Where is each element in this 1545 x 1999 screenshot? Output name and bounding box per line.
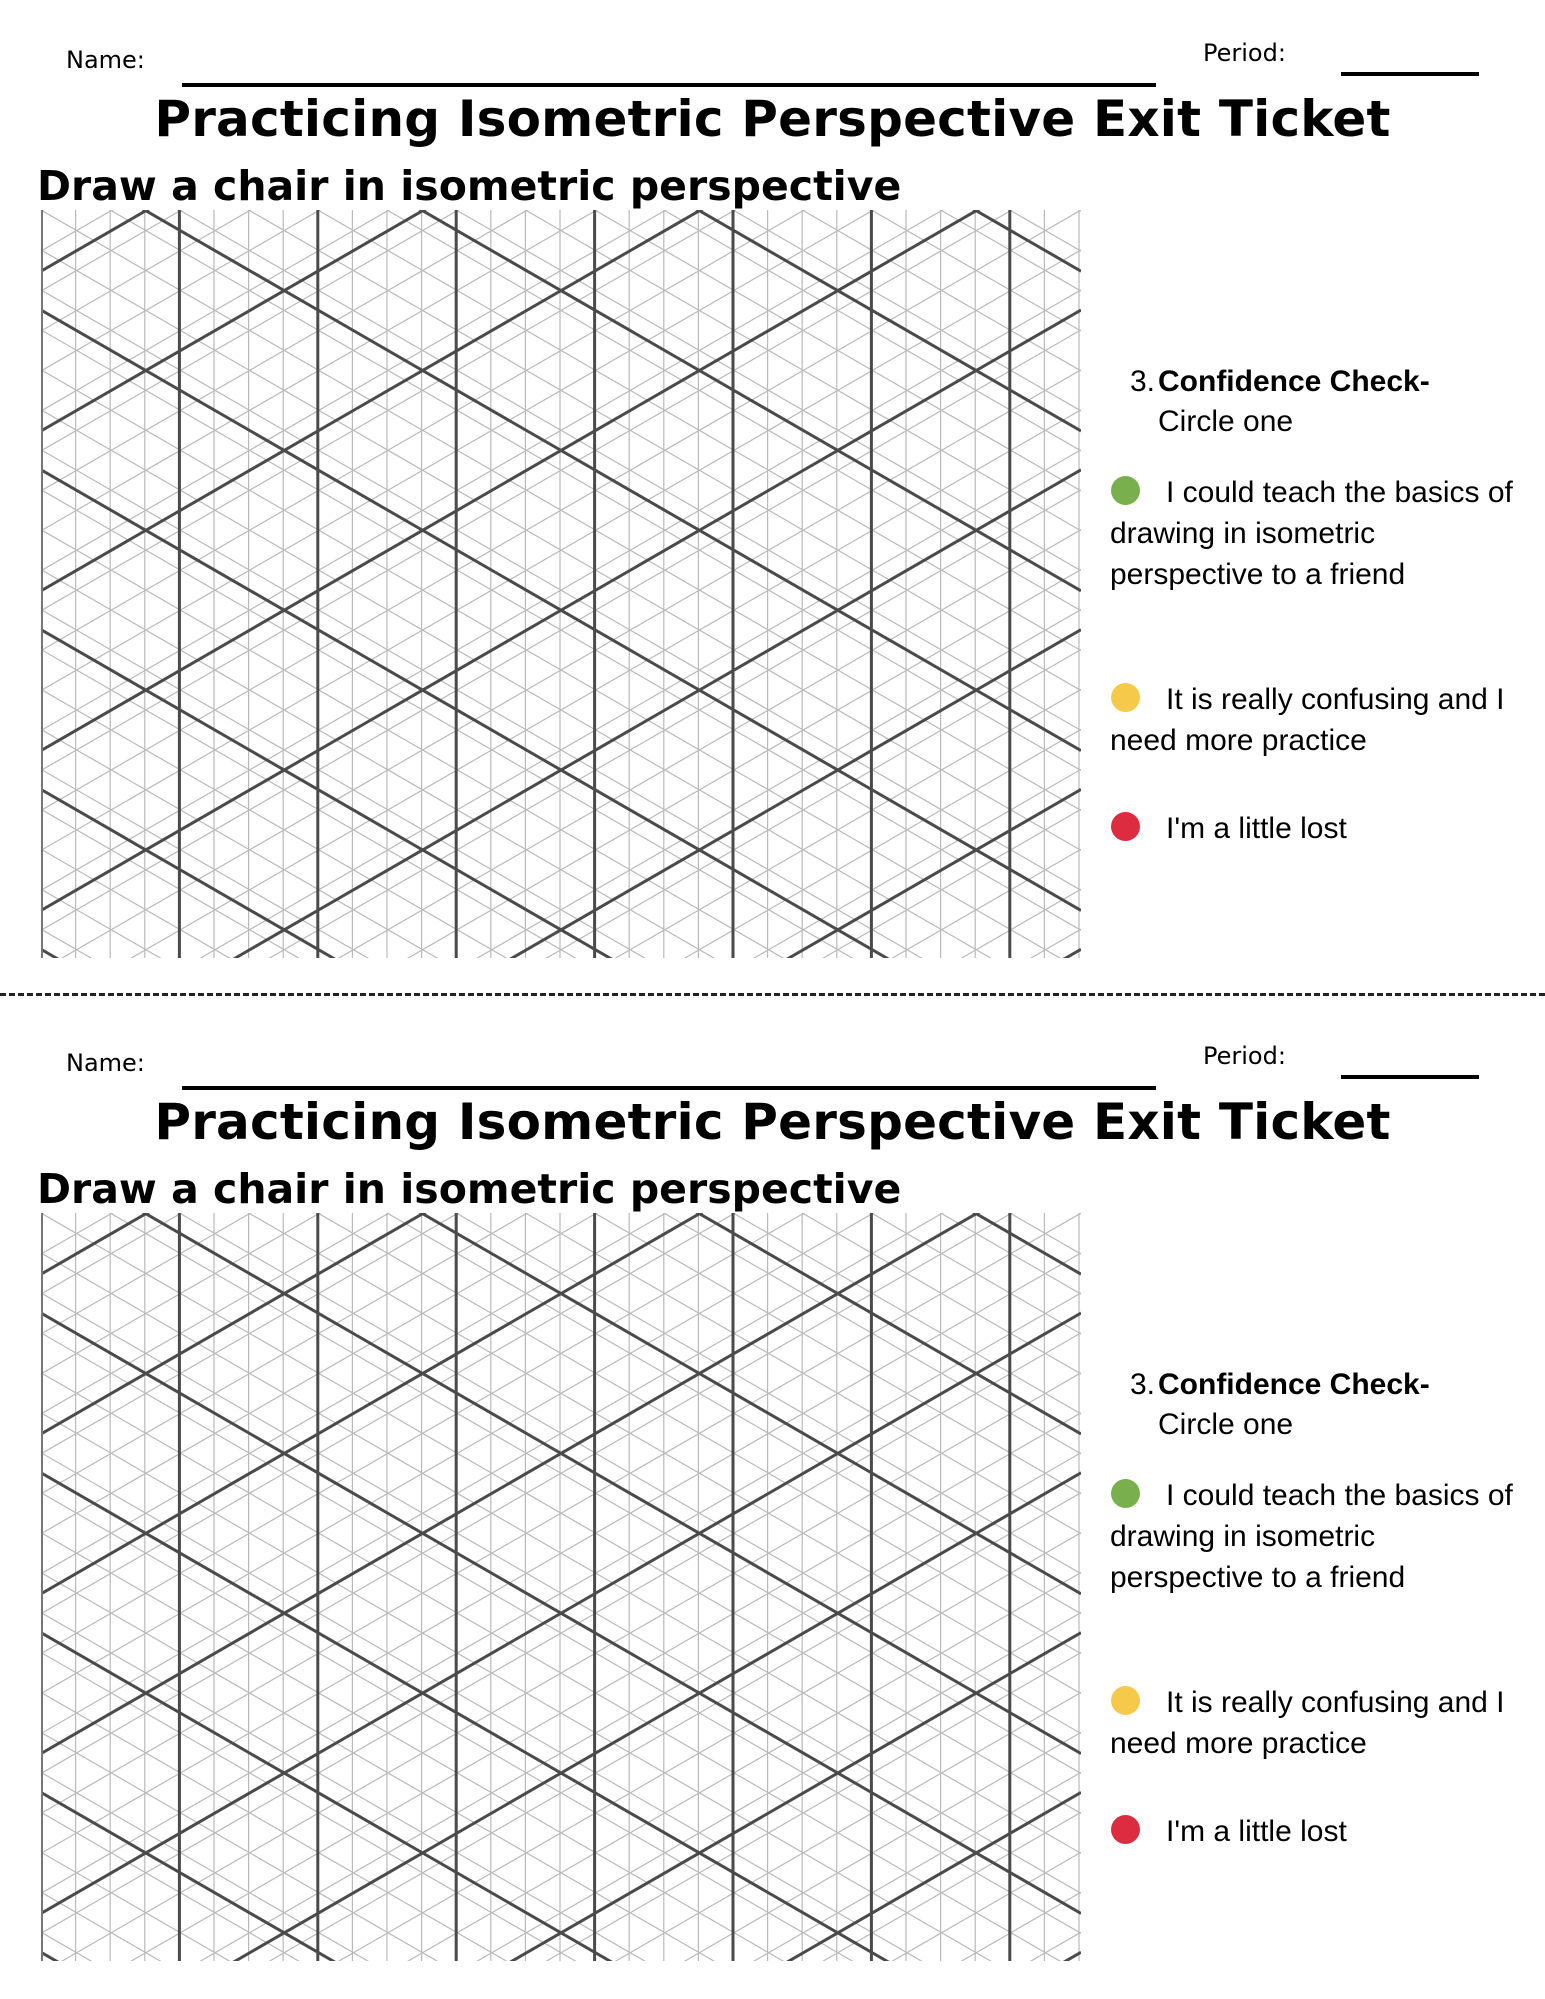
grid-line-fine <box>41 1213 1081 1294</box>
grid-line-fine <box>41 210 1081 291</box>
grid-line-fine <box>41 530 1081 958</box>
option-teach[interactable] <box>1110 1475 1520 1598</box>
period-field[interactable] <box>1341 72 1479 76</box>
grid-line-fine <box>41 1213 1081 1294</box>
period-field[interactable] <box>1341 1075 1479 1079</box>
grid-line-fine <box>41 1453 1081 1961</box>
grid-line-fine <box>41 410 1081 958</box>
option-text: It is really confusing and I need more practice <box>1110 683 1505 757</box>
grid-line-major <box>41 1473 1081 1961</box>
option-teach[interactable] <box>1110 472 1520 595</box>
grid-line-fine <box>41 729 1081 958</box>
grid-line-major <box>41 949 1081 958</box>
grid-line-fine <box>41 1533 1081 1961</box>
grid-line-fine <box>41 1852 1081 1961</box>
grid-line-fine <box>41 1732 1081 1961</box>
red-circle-icon <box>1111 812 1140 841</box>
green-circle-icon <box>1111 476 1140 505</box>
grid-line-fine <box>41 210 1081 451</box>
grid-line-fine <box>41 649 1081 958</box>
grid-line-fine <box>41 210 1081 211</box>
grid-line-fine <box>41 210 1081 770</box>
yellow-circle-icon <box>1111 1686 1140 1715</box>
grid-line-major <box>41 1633 1081 1961</box>
name-field[interactable] <box>182 83 1156 87</box>
grid-line-major <box>41 1952 1081 1961</box>
drawing-prompt: Draw a chair in isometric perspective <box>37 162 902 210</box>
grid-line-fine <box>41 929 1081 958</box>
grid-line-fine <box>41 1213 1081 1773</box>
period-label: Period: <box>1203 1042 1286 1070</box>
grid-line-fine <box>41 1413 1081 1961</box>
grid-line-major <box>41 630 1081 958</box>
ticket-title: Practicing Isometric Perspective Exit Ticket <box>154 1093 1391 1151</box>
grid-line-fine <box>41 1213 1081 1773</box>
grid-line-fine <box>41 729 1081 958</box>
grid-line-major <box>41 1792 1081 1961</box>
option-text: I'm a little lost <box>1166 812 1347 845</box>
grid-line-fine <box>41 210 1081 531</box>
grid-line-fine <box>41 410 1081 958</box>
red-circle-icon <box>1111 1815 1140 1844</box>
grid-line-fine <box>41 1812 1081 1961</box>
grid-line-fine <box>41 450 1081 958</box>
grid-line-fine <box>41 1812 1081 1961</box>
grid-line-fine <box>41 1413 1081 1961</box>
confidence-instruction: Circle one <box>1158 405 1294 438</box>
option-lost[interactable] <box>1110 808 1520 849</box>
grid-line-fine <box>41 1692 1081 1961</box>
grid-line-fine <box>41 809 1081 958</box>
yellow-circle-icon <box>1111 683 1140 712</box>
grid-line-major <box>41 789 1081 958</box>
isometric-grid[interactable] <box>41 1213 1081 1961</box>
grid-line-fine <box>41 809 1081 958</box>
question-number: 3. <box>1130 1368 1156 1401</box>
grid-line-major <box>41 1952 1081 1961</box>
grid-line-fine <box>41 689 1081 958</box>
grid-line-fine <box>41 1213 1081 1454</box>
grid-line-fine <box>41 1453 1081 1961</box>
name-label: Name: <box>66 1049 145 1077</box>
drawing-prompt: Draw a chair in isometric perspective <box>37 1165 902 1213</box>
grid-line-fine <box>41 929 1081 958</box>
grid-line-fine <box>41 1852 1081 1961</box>
green-circle-icon <box>1111 1479 1140 1508</box>
grid-line-fine <box>41 849 1081 958</box>
grid-line-fine <box>41 1692 1081 1961</box>
grid-line-fine <box>41 1213 1081 1214</box>
grid-line-fine <box>41 1213 1081 1534</box>
grid-line-fine <box>41 1652 1081 1961</box>
grid-line-fine <box>41 649 1081 958</box>
grid-line-major <box>41 789 1081 958</box>
grid-line-fine <box>41 210 1081 211</box>
grid-line-major <box>41 470 1081 958</box>
grid-line-fine <box>41 210 1081 531</box>
option-confusing[interactable] <box>1110 679 1520 761</box>
confidence-instruction: Circle one <box>1158 1408 1294 1441</box>
name-field[interactable] <box>182 1086 1156 1090</box>
grid-line-fine <box>41 689 1081 958</box>
grid-line-major <box>41 1473 1081 1961</box>
name-label: Name: <box>66 46 145 74</box>
grid-line-major <box>41 1633 1081 1961</box>
grid-line-fine <box>41 210 1081 291</box>
question-number: 3. <box>1130 365 1156 398</box>
grid-line-fine <box>41 1213 1081 1454</box>
option-confusing[interactable] <box>1110 1682 1520 1764</box>
grid-line-fine <box>41 210 1081 451</box>
grid-line-major <box>41 470 1081 958</box>
grid-line-fine <box>41 210 1081 770</box>
grid-line-fine <box>41 1932 1081 1961</box>
isometric-grid[interactable] <box>41 210 1081 958</box>
grid-line-fine <box>41 1652 1081 1961</box>
option-text: I could teach the basics of drawing in isometric perspective to a friend <box>1110 1479 1513 1594</box>
option-text: It is really confusing and I need more practice <box>1110 1686 1505 1760</box>
exit-ticket-top <box>0 0 1545 995</box>
grid-line-fine <box>41 849 1081 958</box>
option-text: I'm a little lost <box>1166 1815 1347 1848</box>
grid-line-major <box>41 1792 1081 1961</box>
grid-line-fine <box>41 450 1081 958</box>
grid-line-fine <box>41 1213 1081 1214</box>
grid-line-major <box>41 630 1081 958</box>
option-lost[interactable] <box>1110 1811 1520 1852</box>
exit-ticket-bottom <box>0 1003 1545 1998</box>
option-text: I could teach the basics of drawing in isometric perspective to a friend <box>1110 476 1513 591</box>
grid-line-fine <box>41 1213 1081 1534</box>
confidence-heading: Confidence Check- <box>1158 1368 1430 1401</box>
grid-line-fine <box>41 1732 1081 1961</box>
confidence-heading: Confidence Check- <box>1158 365 1430 398</box>
cut-line <box>0 993 1545 996</box>
period-label: Period: <box>1203 39 1286 67</box>
grid-line-fine <box>41 1533 1081 1961</box>
grid-line-major <box>41 949 1081 958</box>
grid-line-fine <box>41 1932 1081 1961</box>
grid-line-fine <box>41 530 1081 958</box>
ticket-title: Practicing Isometric Perspective Exit Ticket <box>154 90 1391 148</box>
